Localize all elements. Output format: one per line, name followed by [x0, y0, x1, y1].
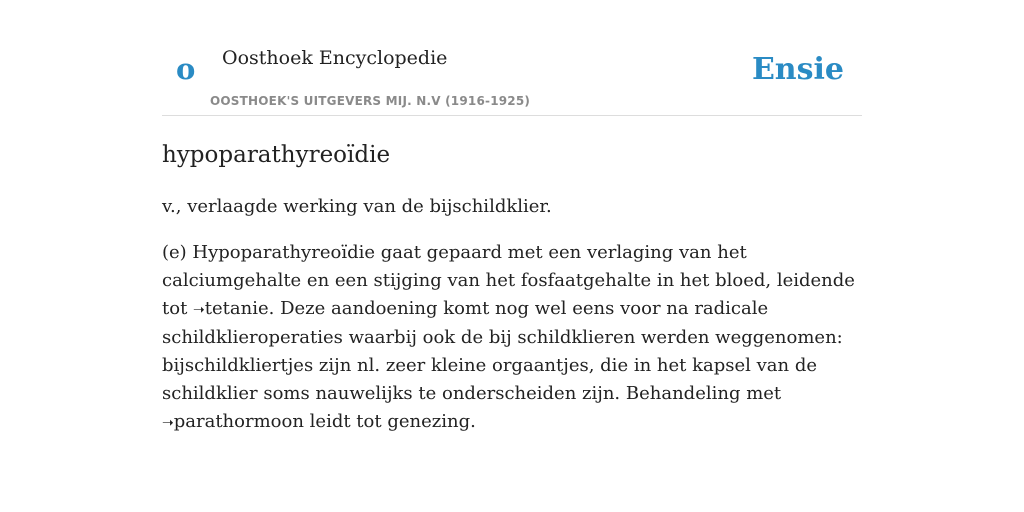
entry-definition: v., verlaagde werking van de bijschildklier.	[162, 196, 552, 217]
entry-body-text: . Deze aandoening komt nog wel eens voor na radicale schildklieroperaties waarbij ook de bij schildklieren werden weggenomen: bijschildkliertjes zijn nl. zeer kleine orgaantjes, die in het kapsel van de schildklier soms nauwelijks te onderscheiden zijn. Behandeling met	[162, 298, 843, 404]
page	[162, 0, 862, 512]
site-title-link[interactable]: Oosthoek Encyclopedie	[222, 47, 448, 69]
arrow-right-icon: ➝	[193, 302, 205, 318]
xref-label: tetanie	[204, 298, 269, 319]
xref-link-tetanie[interactable]	[193, 298, 269, 319]
xref-link-parathormoon[interactable]	[162, 411, 304, 432]
entry-body	[162, 239, 862, 437]
publisher-label: OOSTHOEK'S UITGEVERS MIJ. N.V (1916-1925)	[210, 94, 531, 108]
site-logo[interactable]: o	[176, 52, 196, 86]
entry-headword: hypoparathyreoïdie	[162, 142, 391, 168]
arrow-right-icon: ➝	[162, 415, 174, 431]
entry-body-text: (e) Hypoparathyreoïdie gaat gepaard met een verlaging van het calciumgehalte en een stijging van het fosfaatgehalte in het bloed, leidende tot	[162, 242, 855, 319]
entry-body-text: leidt tot genezing.	[303, 411, 476, 432]
xref-label: parathormoon	[173, 411, 304, 432]
site-header	[162, 0, 862, 116]
brand-logo-link[interactable]: Ensie	[751, 52, 844, 87]
